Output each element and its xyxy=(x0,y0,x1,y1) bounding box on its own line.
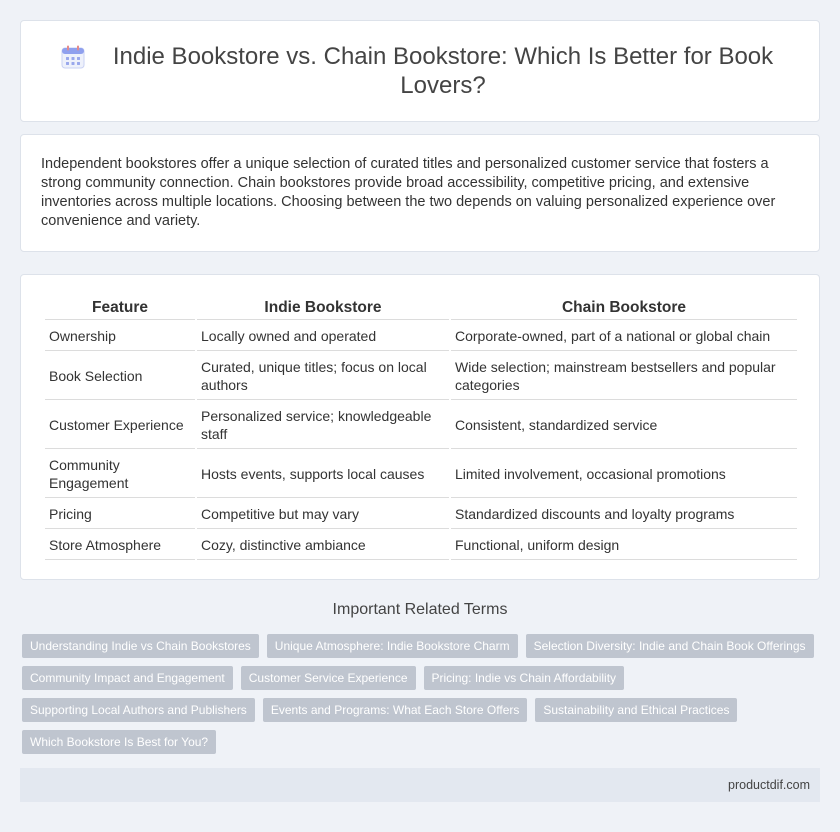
table-cell: Wide selection; mainstream bestsellers and popular categories xyxy=(451,353,797,400)
intro-card xyxy=(20,134,820,252)
column-header-feature: Feature xyxy=(45,297,195,320)
table-cell: Personalized service; knowledgeable staff xyxy=(197,402,449,449)
table-row xyxy=(45,451,797,498)
column-header-chain: Chain Bookstore xyxy=(451,297,797,320)
related-term-tag[interactable]: Unique Atmosphere: Indie Bookstore Charm xyxy=(267,634,518,658)
table-cell: Locally owned and operated xyxy=(197,322,449,351)
related-term-tag[interactable]: Sustainability and Ethical Practices xyxy=(535,698,737,722)
related-term-tag[interactable]: Events and Programs: What Each Store Offers xyxy=(263,698,528,722)
table-row xyxy=(45,322,797,351)
table-cell: Limited involvement, occasional promotions xyxy=(451,451,797,498)
table-cell: Corporate-owned, part of a national or global chain xyxy=(451,322,797,351)
comparison-table xyxy=(43,295,799,562)
table-row xyxy=(45,500,797,529)
page-title: Indie Bookstore vs. Chain Bookstore: Which Is Better for Book Lovers? xyxy=(112,43,774,99)
related-term-tag[interactable]: Understanding Indie vs Chain Bookstores xyxy=(22,634,259,658)
related-term-tag[interactable]: Supporting Local Authors and Publishers xyxy=(22,698,255,722)
related-terms-heading: Important Related Terms xyxy=(332,601,508,618)
related-term-tag[interactable]: Community Impact and Engagement xyxy=(22,666,233,690)
table-cell: Functional, uniform design xyxy=(451,531,797,560)
table-cell: Book Selection xyxy=(45,353,195,400)
table-cell: Competitive but may vary xyxy=(197,500,449,529)
table-header-row xyxy=(45,297,797,320)
table-cell: Standardized discounts and loyalty programs xyxy=(451,500,797,529)
table-cell: Pricing xyxy=(45,500,195,529)
table-cell: Curated, unique titles; focus on local authors xyxy=(197,353,449,400)
table-row xyxy=(45,402,797,449)
intro-paragraph: Independent bookstores offer a unique selection of curated titles and personalized customer service that fosters a strong community connection. Chain bookstores provide broad accessibility, competitive pricing, and extensive inventories across multiple locations. Choosing between the two depends on valuing personalized experience over convenience and variety. xyxy=(41,156,776,229)
related-terms-list xyxy=(22,634,822,762)
related-term-tag[interactable]: Customer Service Experience xyxy=(241,666,416,690)
table-cell: Community Engagement xyxy=(45,451,195,498)
table-cell: Hosts events, supports local causes xyxy=(197,451,449,498)
related-term-tag[interactable]: Which Bookstore Is Best for You? xyxy=(22,730,216,754)
title-wrap xyxy=(60,42,780,100)
table-cell: Store Atmosphere xyxy=(45,531,195,560)
table-cell: Customer Experience xyxy=(45,402,195,449)
title-card xyxy=(20,20,820,122)
calendar-icon xyxy=(60,44,86,70)
comparison-card xyxy=(20,274,820,580)
table-row xyxy=(45,353,797,400)
table-cell: Consistent, standardized service xyxy=(451,402,797,449)
table-cell: Cozy, distinctive ambiance xyxy=(197,531,449,560)
column-header-indie: Indie Bookstore xyxy=(197,297,449,320)
footer-site-link[interactable]: productdif.com xyxy=(728,778,810,792)
table-row xyxy=(45,531,797,560)
related-term-tag[interactable]: Pricing: Indie vs Chain Affordability xyxy=(424,666,625,690)
related-term-tag[interactable]: Selection Diversity: Indie and Chain Book Offerings xyxy=(526,634,814,658)
table-cell: Ownership xyxy=(45,322,195,351)
footer xyxy=(20,768,820,802)
